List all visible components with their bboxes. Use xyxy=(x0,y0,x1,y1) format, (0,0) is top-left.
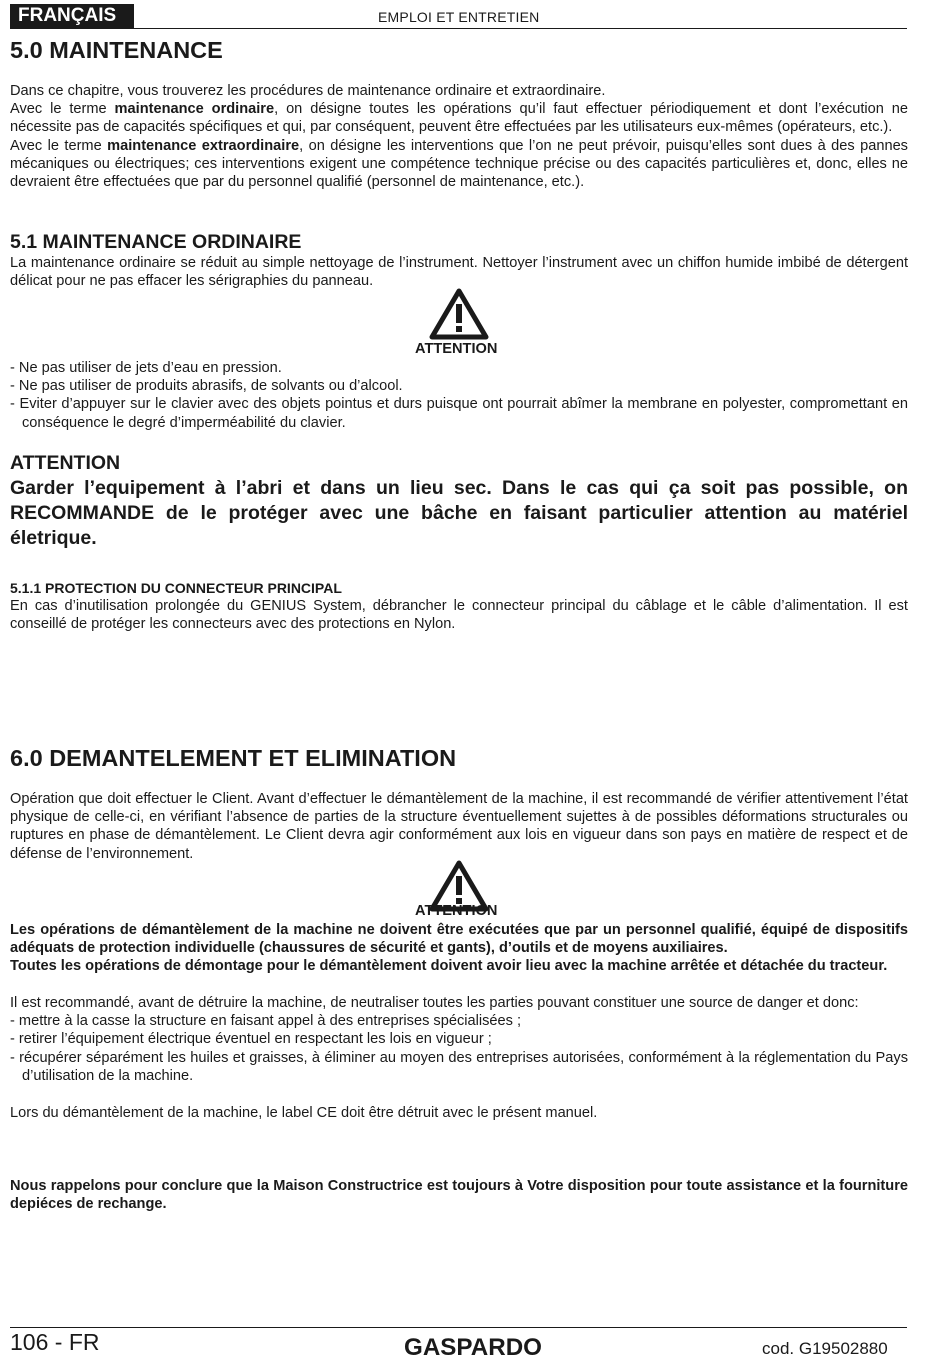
document-code: cod. G19502880 xyxy=(762,1339,888,1358)
header-divider xyxy=(10,28,907,29)
section-5-1-1-text: En cas d’inutilisation prolongée du GENIUS System, débrancher le connecteur principal du câblage et le câble d’alimentation. Il est conseillé de protéger les connecteurs avec des protections en Nylon. xyxy=(10,598,908,633)
extra-prefix: Avec le terme xyxy=(10,137,108,154)
warning-triangle-icon xyxy=(429,288,489,340)
section-6-title: 6.0 DEMANTELEMENT ET ELIMINATION xyxy=(10,745,457,771)
list-item: - Eviter d’appuyer sur le clavier avec des objets pointus et durs puisque ont pourrait abîmer la membrane en polyester, compromettant en conséquence le degré d’imperméabilité du clavier. xyxy=(10,396,908,431)
machine-stopped-warning: Toutes les opérations de démontage pour le démantèlement doivent avoir lieu avec la machine arrêtée et détachée du tracteur. xyxy=(10,958,888,975)
dismantling-warning xyxy=(10,921,908,976)
storage-warning-text: Garder l’equipement à l’abri et dans un lieu sec. Dans le cas qui ça soit pas possible, on RECOMMANDE de le protéger avec une bâche en faisant particulier attention au matériel életrique. xyxy=(10,477,908,549)
recommend-intro: Il est recommandé, avant de détruire la machine, de neutraliser toutes les parties pouvant constituer une source de danger et donc: xyxy=(10,995,859,1011)
gaspardo-logo xyxy=(404,1333,544,1359)
brand-wordmark: GASPARDO xyxy=(404,1334,542,1359)
extra-suffix: , on désigne les interventions que l’on ne peut prévoir, puisqu’elles sont dues à des pannes mécaniques ou électriques; ces interventions exigent une compétence technique précise ou des capacités particulières et, donc, elles ne devraient être effectuées que par du personnel qualifié (personnel de maintenance, etc.). xyxy=(10,137,908,191)
list-item: - mettre à la casse la structure en faisant appel à des entreprises spécialisées ; xyxy=(10,1013,522,1030)
extraordinary-definition xyxy=(10,138,908,190)
section-6-recommendations xyxy=(10,994,908,1085)
storage-warning xyxy=(10,451,908,551)
ordinary-term: maintenance ordinaire xyxy=(114,101,275,118)
list-item: - Ne pas utiliser de produits abrasifs, de solvants ou d’alcool. xyxy=(10,378,403,395)
section-5-intro xyxy=(10,82,908,191)
section-5-1-1-title: 5.1.1 PROTECTION DU CONNECTEUR PRINCIPAL xyxy=(10,580,342,596)
intro-sentence: Dans ce chapitre, vous trouverez les procédures de maintenance ordinaire et extraordinaire. xyxy=(10,83,606,99)
list-item: - retirer l’équipement électrique éventuel en respectant les lois en vigueur ; xyxy=(10,1031,492,1048)
page-number: 106 - FR xyxy=(10,1329,100,1355)
section-5-1-title: 5.1 MAINTENANCE ORDINAIRE xyxy=(10,231,302,253)
section-6-text: Opération que doit effectuer le Client. Avant d’effectuer le démantèlement de la machine, il est recommandé de vérifier attentivement l’état physique de celle-ci, en vérifiant l’absence de parties de la structure éventuellement sujettes à de possibles déformations structurales ou ruptures en phase de démantèlement. Le Client devra agir conformément aux lois en vigueur dans son pays en matière de respect et de défense de l’environnement. xyxy=(10,791,908,862)
ordinary-prefix: Avec le terme xyxy=(10,101,115,118)
warning-label: ATTENTION xyxy=(415,341,498,357)
ce-label-note: Lors du démantèlement de la machine, le label CE doit être détruit avec le présent manuel. xyxy=(10,1105,598,1121)
closing-note: Nous rappelons pour conclure que la Maison Constructrice est toujours à Votre disposition pour toute assistance et la fourniture depiéces de rechange. xyxy=(10,1178,908,1213)
ordinary-definition xyxy=(10,101,908,135)
extra-term: maintenance extraordinaire xyxy=(107,137,300,154)
section-5-title: 5.0 MAINTENANCE xyxy=(10,37,223,63)
qualified-personnel-warning: Les opérations de démantèlement de la machine ne doivent être exécutées que par un personnel qualifié, équipé de dispositifs adéquats de protection individuelle (chaussures de sécurité et gants), d’outils et de moyens auxiliaires. xyxy=(10,922,908,957)
section-5-1-text: La maintenance ordinaire se réduit au simple nettoyage de l’instrument. Nettoyer l’instrument avec un chiffon humide imbibé de détergent délicat pour ne pas effacer les sérigraphies du panneau. xyxy=(10,255,908,290)
warning-label: ATTENTION xyxy=(415,903,498,919)
section-5-1-bullets xyxy=(10,359,908,432)
ordinary-suffix: , on désigne toutes les opérations qu’il faut effectuer périodiquement et dont l’exécution ne nécessite pas de capacités spécifiques et qui, par conséquent, peuvent être effectuées par les utilisateurs eux-mêmes (opérateurs, etc.). xyxy=(10,101,908,136)
footer-divider xyxy=(10,1327,907,1328)
running-header: EMPLOI ET ENTRETIEN xyxy=(378,9,540,25)
list-item: - récupérer séparément les huiles et graisses, à éliminer au moyen des entreprises autorisées, conformément à la réglementation du Pays d’utilisation de la machine. xyxy=(10,1049,908,1084)
language-badge: FRANÇAIS xyxy=(10,4,134,28)
storage-warning-title: ATTENTION xyxy=(10,452,121,474)
list-item: - Ne pas utiliser de jets d’eau en pression. xyxy=(10,360,282,376)
